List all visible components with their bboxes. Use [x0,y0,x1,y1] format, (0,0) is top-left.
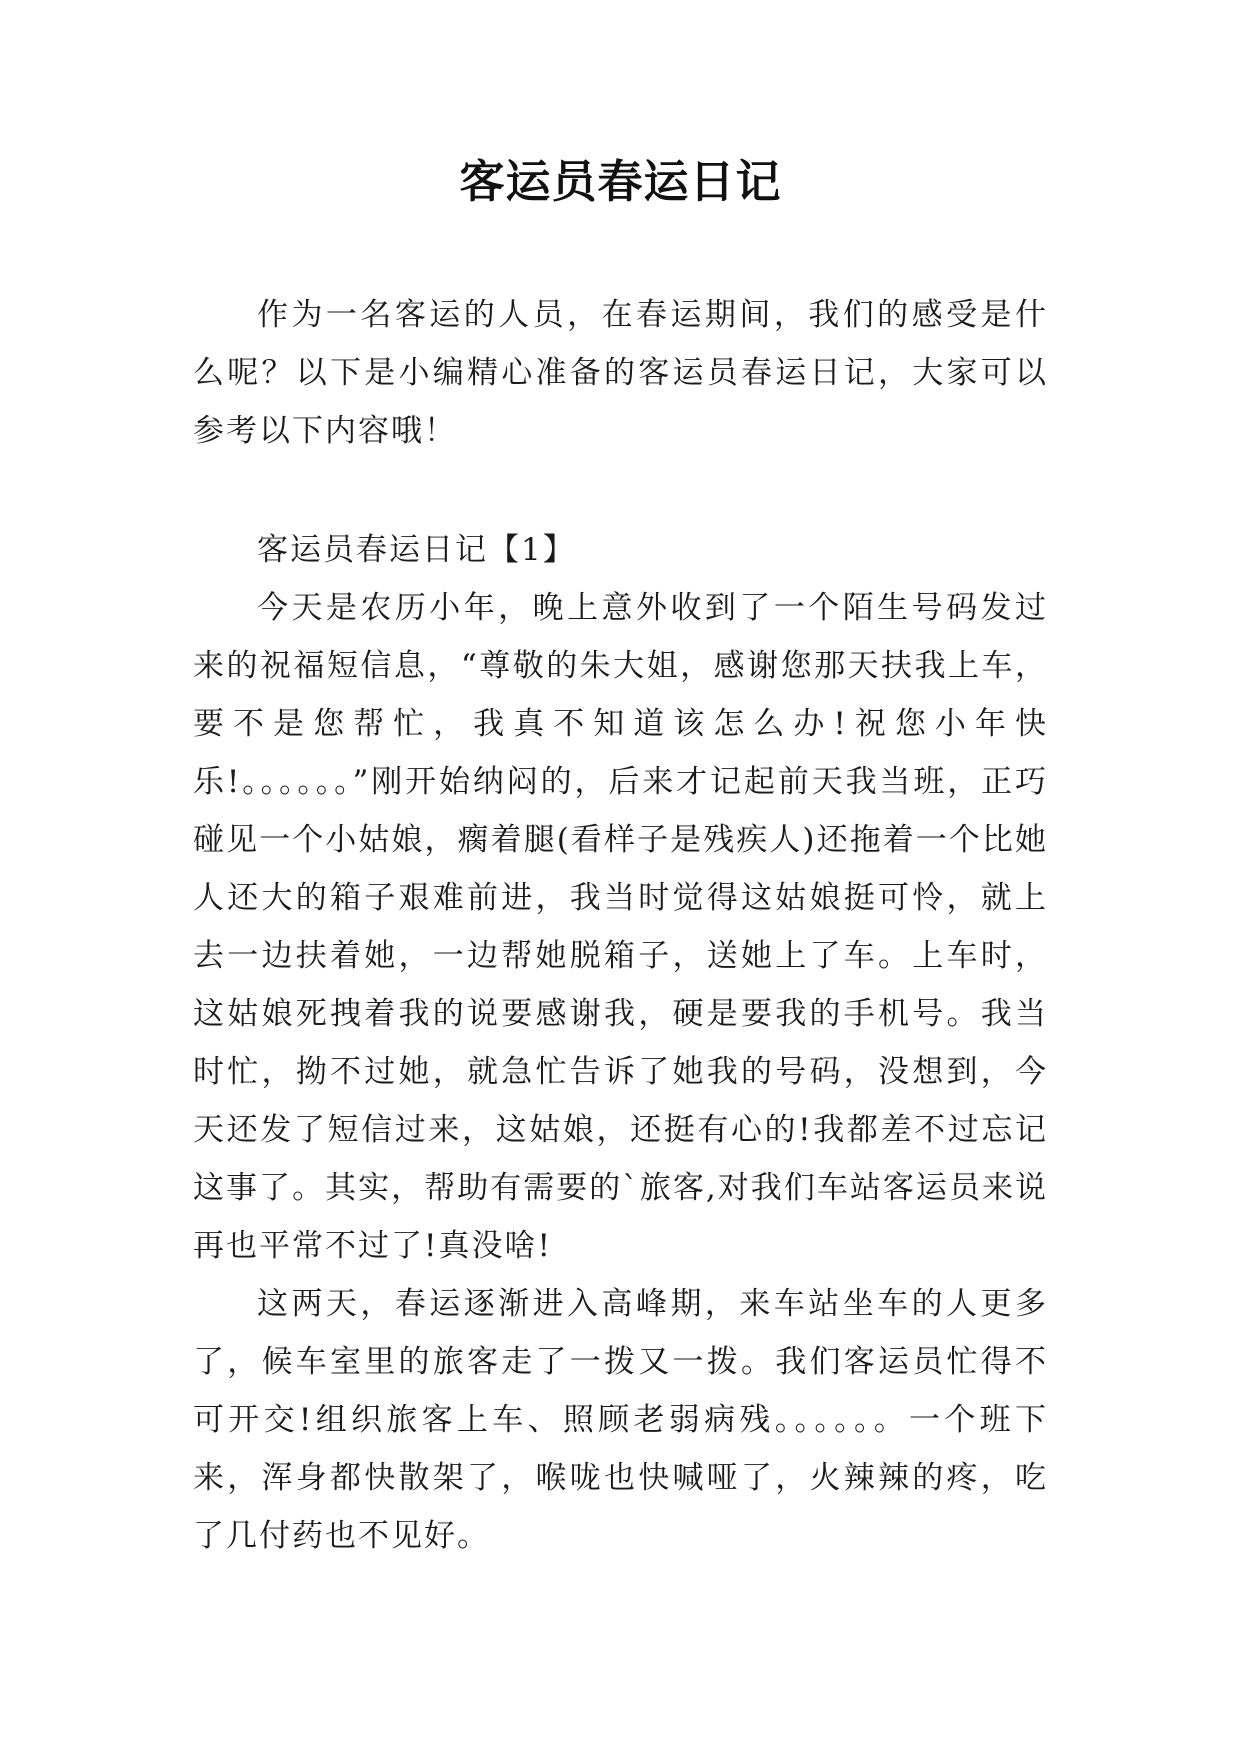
intro-paragraph: 作为一名客运的人员，在春运期间，我们的感受是什么呢？以下是小编精心准备的客运员春运日记，大家可以参考以下内容哦！ [193,297,1048,449]
section-heading: 客运员春运日记【1】 [257,532,576,568]
body-paragraph: 今天是农历小年，晚上意外收到了一个陌生号码发过来的祝福短信息，“尊敬的朱大姐，感谢您那天扶我上车，要不是您帮忙，我真不知道该怎么办!祝您小年快乐!。。。。。。”刚开始纳闷的，后来才记起前天我当班，正巧碰见一个小姑娘，瘸着腿(看样子是残疾人)还拖着一个比她人还大的箱子艰难前进，我当时觉得这姑娘挺可怜，就上去一边扶着她，一边帮她脱箱子，送她上了车。上车时，这姑娘死拽着我的说要感谢我，硬是要我的手机号。我当时忙，拗不过她，就急忙告诉了她我的号码，没想到，今天还发了短信过来，这姑娘，还挺有心的!我都差不过忘记这事了。其实，帮助有需要的`旅客,对我们车站客运员来说再也平常不过了!真没啥! [193,590,1048,1264]
body-paragraph: 这两天，春运逐渐进入高峰期，来车站坐车的人更多了，候车室里的旅客走了一拨又一拨。我们客运员忙得不可开交!组织旅客上车、照顾老弱病残。。。。。。一个班下来，浑身都快散架了，喉咙也快喊哑了，火辣辣的疼，吃了几付药也不见好。 [193,1286,1048,1554]
diary-section-1 [193,521,1048,1565]
document-title: 客运员春运日记 [459,155,782,208]
intro-block [193,286,1048,460]
